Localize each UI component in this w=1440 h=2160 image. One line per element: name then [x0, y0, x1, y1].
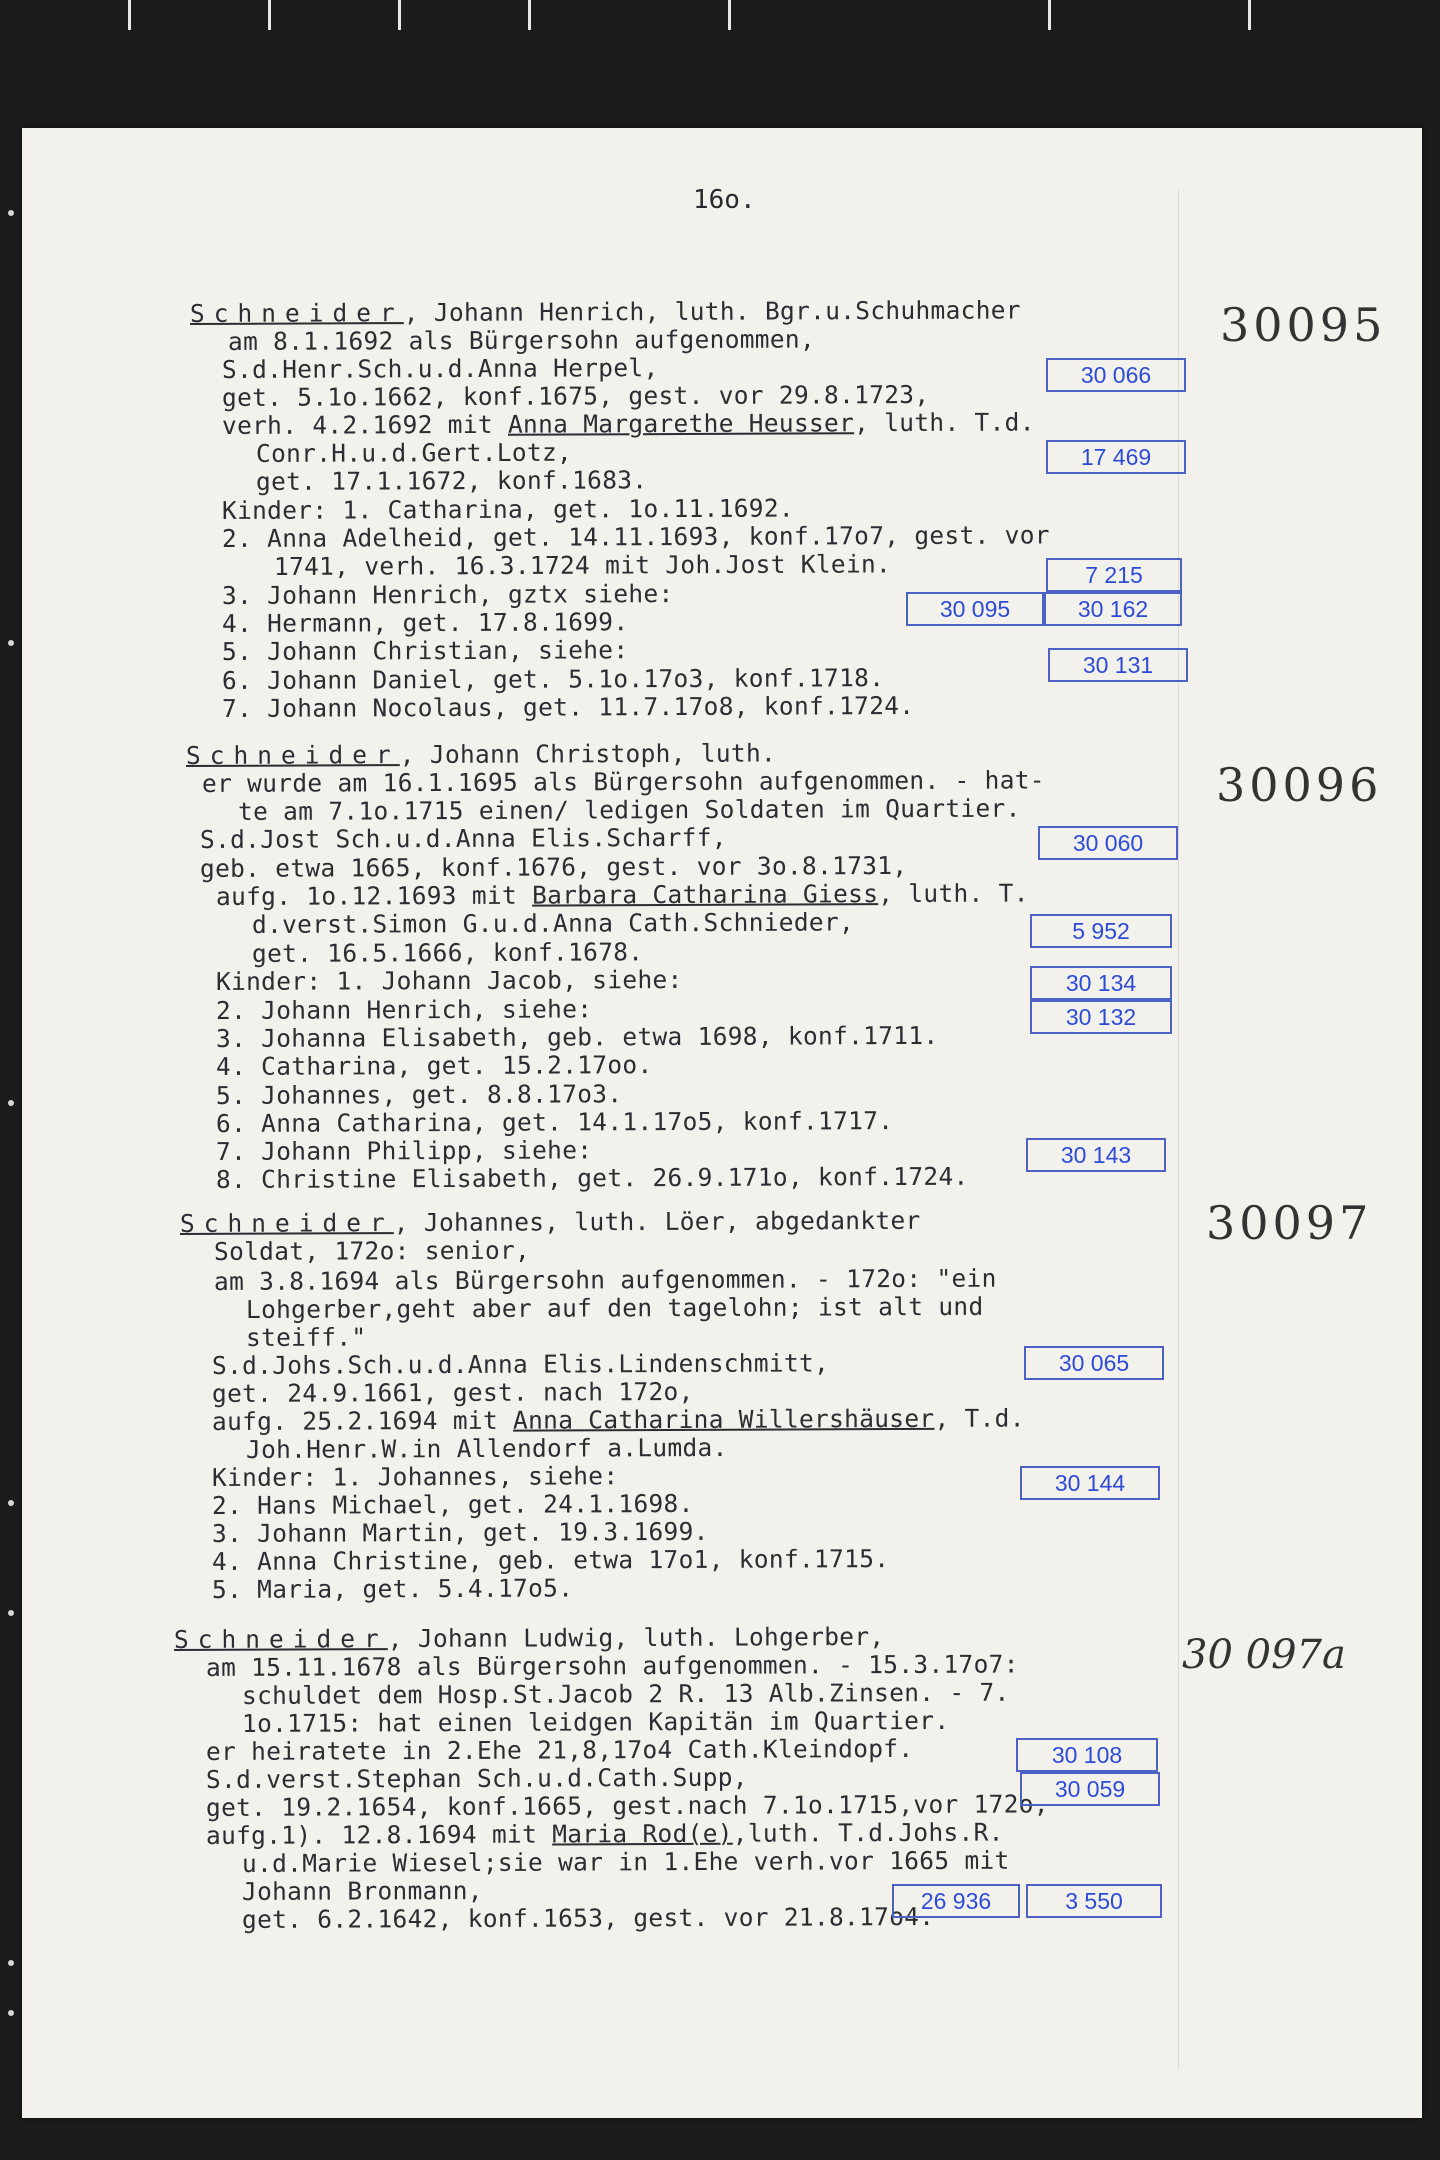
entry-line: steiff." [245, 1322, 367, 1352]
ref-box: 7 215 [1046, 558, 1182, 592]
entry-line: 5. Johannes, get. 8.8.17o3. [215, 1079, 623, 1110]
spouse-name: Anna Catharina Willershäuser [512, 1403, 935, 1435]
ref-box: 17 469 [1046, 440, 1186, 474]
entry-line: 3. Johanna Elisabeth, geb. etwa 1698, konf.1711. [215, 1020, 939, 1053]
ref-box: 30 131 [1048, 648, 1188, 682]
entry-line: 4. Catharina, get. 15.2.17oo. [215, 1050, 653, 1081]
ref-box: 30 095 [906, 592, 1044, 626]
entry-line: verh. 4.2.1692 mit Anna Margarethe Heusser, luth. T.d. [221, 407, 1035, 440]
entry-line: 2. Anna Adelheid, get. 14.11.1693, konf.17o7, gest. vor [221, 520, 1050, 553]
entry-line: er wurde am 16.1.1695 als Bürgersohn aufgenommen. - hat- [201, 765, 1045, 798]
entry-id: 30097 [1206, 1196, 1373, 1250]
ref-box: 3 550 [1026, 1884, 1162, 1918]
spouse-name: Barbara Catharina Giess [531, 879, 879, 910]
entry-line: Kinder: 1. Johannes, siehe: [211, 1461, 619, 1492]
entry-line: 4. Hermann, get. 17.8.1699. [221, 607, 629, 638]
entry-line: 7. Johann Nocolaus, get. 11.7.17o8, konf.1724. [221, 690, 915, 723]
entry-line: 4. Anna Christine, geb. etwa 17o1, konf.1715. [211, 1544, 890, 1576]
ref-box: 30 060 [1038, 826, 1178, 860]
entry-line: 8. Christine Elisabeth, get. 26.9.171o, konf.1724. [215, 1161, 969, 1194]
entry-line: S.d.verst.Stephan Sch.u.d.Cath.Supp, [205, 1762, 748, 1794]
entry-line: 5. Maria, get. 5.4.17o5. [211, 1573, 574, 1604]
entry-line: get. 16.5.1666, konf.1678. [251, 937, 644, 968]
surname: Schneider [173, 1624, 388, 1654]
entry-heading [180, 1207, 921, 1237]
ref-box: 26 936 [892, 1884, 1020, 1918]
spouse-name: Anna Margarethe Heusser [507, 408, 855, 439]
ref-box: 30 065 [1024, 1346, 1164, 1380]
page-number: 16o. [693, 185, 756, 215]
entry-line: Soldat, 172o: senior, [213, 1235, 531, 1266]
entry-line: S.d.Henr.Sch.u.d.Anna Herpel, [221, 353, 659, 384]
ref-box: 5 952 [1030, 914, 1172, 948]
entry-line: get. 19.2.1654, konf.1665, gest.nach 7.1o.1715,vor 172o, [205, 1789, 1049, 1822]
entry-line: 6. Anna Catharina, get. 14.1.17o5, konf.1717. [215, 1106, 894, 1138]
entry-line: am 3.8.1694 als Bürgersohn aufgenommen. - 172o: "ein [213, 1263, 997, 1296]
entry-line: 5. Johann Christian, siehe: [221, 635, 629, 666]
entry-line: er heiratete in 2.Ehe 21,8,17o4 Cath.Kleindopf. [205, 1733, 914, 1766]
surname: Schneider [179, 1208, 394, 1238]
entry-line: 1o.1715: hat einen leidgen Kapitän im Quartier. [241, 1705, 950, 1738]
entry-id: 30096 [1216, 758, 1383, 812]
entry-line: 6. Johann Daniel, get. 5.1o.17o3, konf.1718. [221, 663, 885, 695]
entry-line: get. 6.2.1642, konf.1653, gest. vor 21.8.17o4. [241, 1901, 935, 1934]
entry-heading [186, 739, 776, 769]
entry-line: S.d.Jost Sch.u.d.Anna Elis.Scharff, [199, 822, 727, 854]
entry-line: get. 17.1.1672, konf.1683. [255, 465, 648, 496]
ref-box: 30 108 [1016, 1738, 1158, 1772]
entry-line: am 15.11.1678 als Bürgersohn aufgenommen. - 15.3.17o7: [205, 1649, 1019, 1682]
ref-box: 30 144 [1020, 1466, 1160, 1500]
entry-line: geb. etwa 1665, konf.1676, gest. vor 3o.8.1731, [199, 850, 908, 883]
heading-text: , Johann Henrich, luth. Bgr.u.Schuhmacher [403, 295, 1021, 328]
entry-id-handwritten: 30 097a [1182, 1632, 1346, 1678]
heading-text: , Johann Christoph, luth. [399, 738, 777, 770]
entry-line: 7. Johann Philipp, siehe: [215, 1135, 593, 1166]
entry-line: aufg. 25.2.1694 mit Anna Catharina Willershäuser, T.d. [211, 1403, 1025, 1436]
entry-line: Kinder: 1. Catharina, get. 1o.11.1692. [221, 493, 794, 525]
entry-line: Conr.H.u.d.Gert.Lotz, [255, 437, 573, 468]
ref-box: 30 143 [1026, 1138, 1166, 1172]
entry-heading [174, 1623, 885, 1653]
entry-line: get. 24.9.1661, gest. nach 172o, [211, 1376, 694, 1408]
entry-line: u.d.Marie Wiesel;sie war in 1.Ehe verh.vor 1665 mit [241, 1845, 1010, 1878]
entry-line: Johann Bronmann, [241, 1875, 483, 1906]
entry-id: 30095 [1220, 298, 1387, 352]
entry-line: te am 7.1o.1715 einen/ ledigen Soldaten im Quartier. [237, 793, 1021, 826]
heading-text: , Johannes, luth. Löer, abgedankter [393, 1205, 921, 1238]
entry-line: Joh.Henr.W.in Allendorf a.Lumda. [245, 1432, 728, 1464]
entry-line: 2. Johann Henrich, siehe: [215, 994, 593, 1025]
ref-box: 30 059 [1020, 1772, 1160, 1806]
entry-line: d.verst.Simon G.u.d.Anna Cath.Schnieder, [251, 907, 855, 939]
entry-line: 1741, verh. 16.3.1724 mit Joh.Jost Klein. [273, 549, 892, 581]
ref-box: 30 134 [1030, 966, 1172, 1000]
spouse-name: Maria Rod(e) [552, 1818, 733, 1849]
heading-text: , Johann Ludwig, luth. Lohgerber, [387, 1621, 885, 1654]
entry-line: schuldet dem Hosp.St.Jacob 2 R. 13 Alb.Zinsen. - 7. [241, 1677, 1010, 1710]
entry-line: 3. Johann Martin, get. 19.3.1699. [211, 1516, 709, 1548]
entry-line: S.d.Johs.Sch.u.d.Anna Elis.Lindenschmitt, [211, 1348, 830, 1380]
entry-line: aufg. 1o.12.1693 mit Barbara Catharina Giess, luth. T. [215, 878, 1029, 911]
entry-line: Lohgerber,geht aber auf den tagelohn; ist alt und [245, 1291, 984, 1324]
entry-line: 2. Hans Michael, get. 24.1.1698. [211, 1488, 694, 1520]
ref-box: 30 066 [1046, 358, 1186, 392]
ref-box: 30 132 [1030, 1000, 1172, 1034]
film-perforations [0, 0, 22, 2160]
entry-line: am 8.1.1692 als Bürgersohn aufgenommen, [227, 324, 816, 356]
entry-line: Kinder: 1. Johann Jacob, siehe: [215, 964, 683, 996]
entry-line: get. 5.1o.1662, konf.1675, gest. vor 29.8.1723, [221, 379, 930, 412]
surname: Schneider [189, 298, 404, 328]
entry-heading [190, 296, 1021, 327]
entry-line: 3. Johann Henrich, gztx siehe: [221, 579, 674, 610]
entry-line: aufg.1). 12.8.1694 mit Maria Rod(e),luth. T.d.Johs.R. [205, 1817, 1004, 1850]
surname: Schneider [185, 740, 400, 770]
ref-box: 30 162 [1044, 592, 1182, 626]
